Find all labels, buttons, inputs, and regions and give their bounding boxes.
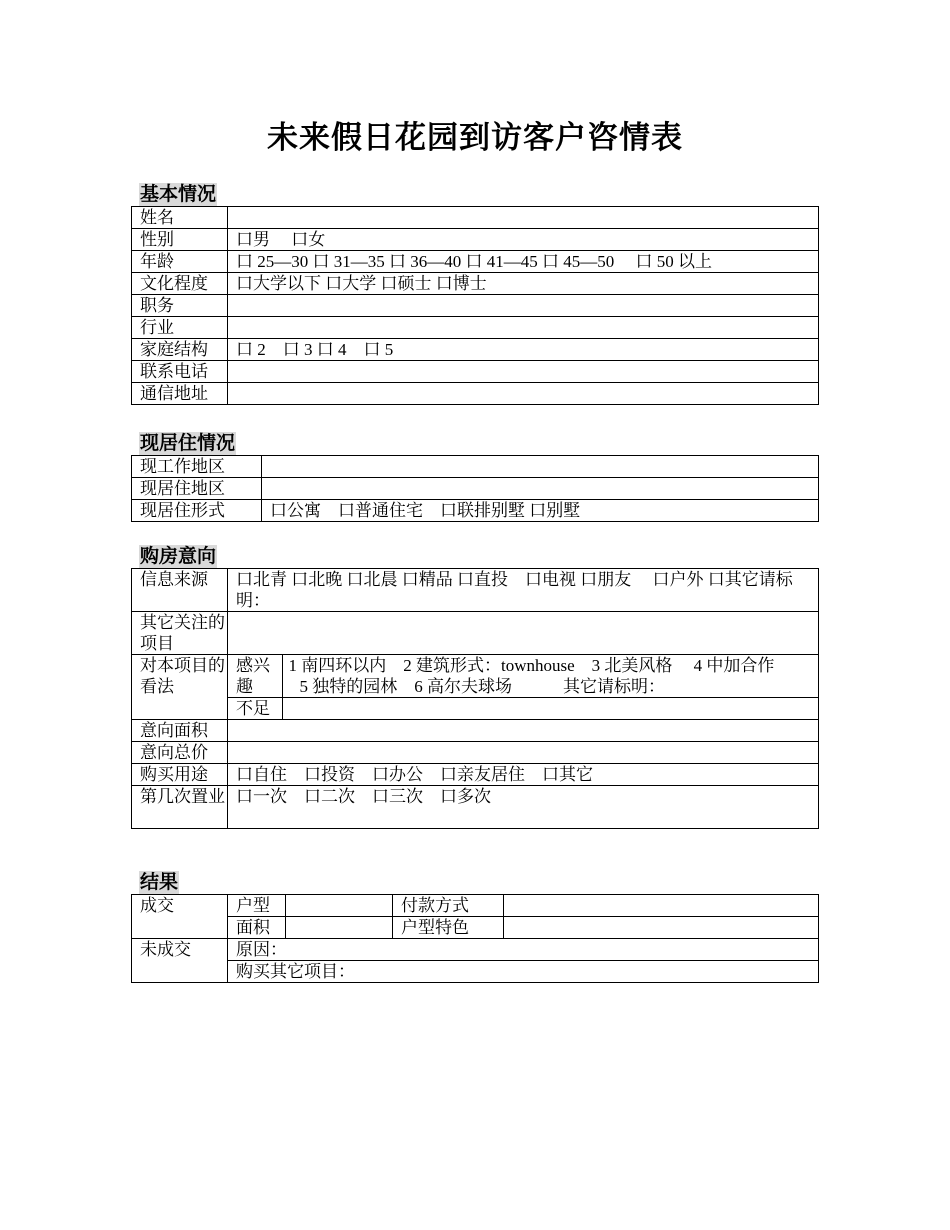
other-purchase-field[interactable]: 购买其它项目： (228, 961, 819, 983)
table-row (132, 295, 819, 317)
opinion-label: 对本项目的看法 (132, 655, 228, 720)
living-area-label: 现居住地区 (132, 478, 262, 500)
table-row (132, 207, 819, 229)
education-options[interactable]: 口大学以下 口大学 口硕士 口博士 (228, 273, 819, 295)
unit-type-field[interactable] (286, 895, 393, 917)
source-label: 信息来源 (132, 569, 228, 612)
residence-table (131, 455, 819, 522)
purchase-times-options[interactable]: 口一次 口二次 口三次 口多次 (228, 786, 819, 829)
opinion-cell (228, 655, 819, 720)
living-area-field[interactable] (262, 478, 819, 500)
phone-label: 联系电话 (132, 361, 228, 383)
basic-info-table (131, 206, 819, 405)
other-projects-label: 其它关注的项目 (132, 612, 228, 655)
age-label: 年龄 (132, 251, 228, 273)
reason-field[interactable]: 原因： (228, 939, 819, 961)
interest-label: 感兴趣 (228, 655, 282, 698)
payment-label: 付款方式 (393, 895, 504, 917)
residence-heading: 现居住情况 (140, 432, 236, 454)
table-row (132, 655, 819, 720)
opinion-subtable (228, 655, 818, 719)
purchase-times-label: 第几次置业 (132, 786, 228, 829)
intended-price-label: 意向总价 (132, 742, 228, 764)
position-field[interactable] (228, 295, 819, 317)
industry-label: 行业 (132, 317, 228, 339)
table-row (132, 612, 819, 655)
table-row (132, 478, 819, 500)
table-row (132, 742, 819, 764)
unit-feature-field[interactable] (504, 917, 819, 939)
table-row (132, 939, 819, 961)
living-type-options[interactable]: 口公寓 口普通住宅 口联排别墅 口别墅 (262, 500, 819, 522)
intention-heading: 购房意向 (140, 545, 217, 567)
table-row (132, 569, 819, 612)
interest-line-2: 5 独特的园林 6 高尔夫球场 其它请标明： (299, 677, 665, 696)
table-row (132, 500, 819, 522)
deal-area-label: 面积 (228, 917, 286, 939)
deal-label: 成交 (132, 895, 228, 939)
purpose-label: 购买用途 (132, 764, 228, 786)
unit-feature-label: 户型特色 (393, 917, 504, 939)
unit-type-label: 户型 (228, 895, 286, 917)
age-options[interactable]: 口 25—30 口 31—35 口 36—40 口 41—45 口 45—50 口 50 以上 (228, 251, 819, 273)
table-row (132, 383, 819, 405)
table-row (132, 456, 819, 478)
gender-options[interactable]: 口男 口女 (228, 229, 819, 251)
industry-field[interactable] (228, 317, 819, 339)
intention-table (131, 568, 819, 829)
page-title: 未来假日花园到访客户咨情表 (267, 120, 683, 156)
table-row (132, 317, 819, 339)
table-row (132, 764, 819, 786)
payment-field[interactable] (504, 895, 819, 917)
result-table (131, 894, 819, 983)
table-row (132, 273, 819, 295)
table-row (132, 229, 819, 251)
intended-price-field[interactable] (228, 742, 819, 764)
living-type-label: 现居住形式 (132, 500, 262, 522)
gender-label: 性别 (132, 229, 228, 251)
result-heading: 结果 (140, 871, 179, 893)
table-row (132, 961, 819, 983)
interest-options[interactable] (282, 655, 818, 698)
shortcoming-field[interactable] (282, 698, 818, 720)
education-label: 文化程度 (132, 273, 228, 295)
name-field[interactable] (228, 207, 819, 229)
phone-field[interactable] (228, 361, 819, 383)
name-label: 姓名 (132, 207, 228, 229)
position-label: 职务 (132, 295, 228, 317)
family-options[interactable]: 口 2 口 3 口 4 口 5 (228, 339, 819, 361)
intended-area-field[interactable] (228, 720, 819, 742)
work-area-field[interactable] (262, 456, 819, 478)
interest-line-1: 1 南四环以内 2 建筑形式：townhouse 3 北美风格 4 中加合作 (288, 656, 775, 675)
shortcoming-label: 不足 (228, 698, 282, 720)
table-row (132, 720, 819, 742)
source-options[interactable]: 口北青 口北晚 口北晨 口精品 口直投 口电视 口朋友 口户外 口其它请标明： (228, 569, 819, 612)
address-field[interactable] (228, 383, 819, 405)
address-label: 通信地址 (132, 383, 228, 405)
basic-info-heading: 基本情况 (140, 183, 217, 205)
table-row (132, 339, 819, 361)
table-row (132, 786, 819, 829)
table-row (132, 895, 819, 917)
table-row (132, 251, 819, 273)
purpose-options[interactable]: 口自住 口投资 口办公 口亲友居住 口其它 (228, 764, 819, 786)
other-projects-field[interactable] (228, 612, 819, 655)
work-area-label: 现工作地区 (132, 456, 262, 478)
table-row (132, 917, 819, 939)
no-deal-label: 未成交 (132, 939, 228, 983)
table-row (132, 361, 819, 383)
intended-area-label: 意向面积 (132, 720, 228, 742)
family-label: 家庭结构 (132, 339, 228, 361)
deal-area-field[interactable] (286, 917, 393, 939)
